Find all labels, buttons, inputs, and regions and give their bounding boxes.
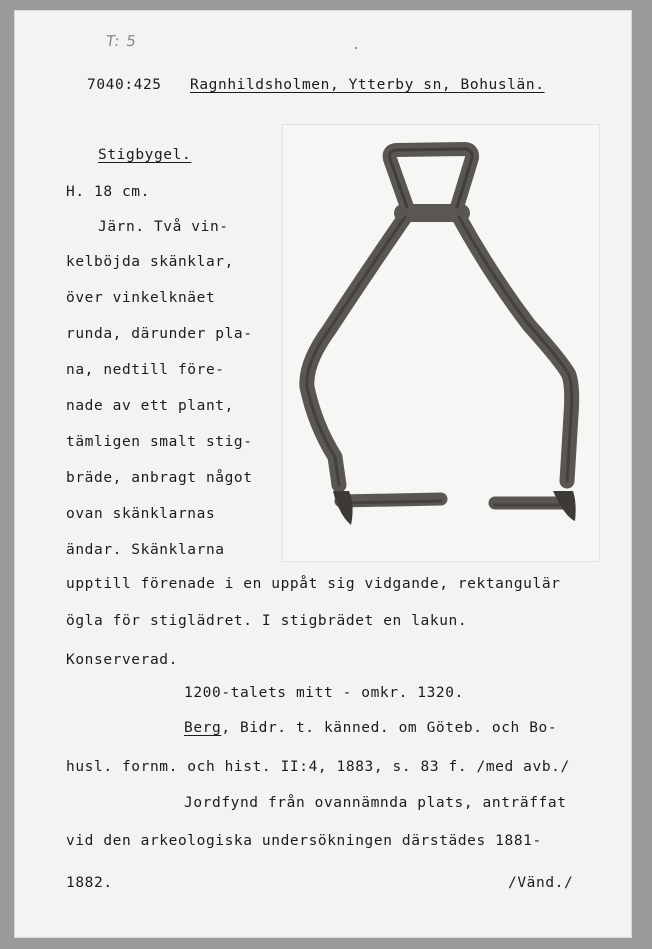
object-name: Stigbygel. (98, 147, 192, 163)
find-line: 1882. (66, 875, 113, 891)
description-line: nade av ett plant, (66, 398, 234, 414)
stirrup-photo (282, 124, 600, 562)
description-line: upptill förenade i en uppåt sig vidgande, rektangulär (66, 576, 561, 592)
object-height: H. 18 cm. (66, 184, 150, 200)
description-line: ögla för stiglädret. I stigbrädet en lakun. (66, 613, 468, 629)
turn-over-note: /Vänd./ (508, 875, 574, 891)
description-line: kelböjda skänklar, (66, 254, 234, 270)
reference-line-2: husl. fornm. och hist. II:4, 1883, s. 83 f. /med avb./ (66, 759, 570, 775)
stirrup-illustration (283, 125, 599, 561)
find-location: Ragnhildsholmen, Ytterby sn, Bohuslän. (190, 77, 545, 93)
pencil-mark: T: 5 (104, 32, 139, 50)
reference-author: Berg (184, 720, 222, 736)
description-line: ändar. Skänklarna (66, 542, 225, 558)
find-line: vid den arkeologiska undersökningen därstädes 1881- (66, 833, 542, 849)
conservation-note: Konserverad. (66, 652, 178, 668)
catalog-card (14, 10, 632, 938)
description-line: över vinkelknäet (66, 290, 216, 306)
description-line: na, nedtill före- (66, 362, 225, 378)
description-line: runda, därunder pla- (66, 326, 253, 342)
reference-line (184, 721, 557, 736)
description-line: Järn. Två vin- (98, 219, 229, 235)
catalog-number: 7040:425 (87, 77, 162, 93)
dating: 1200-talets mitt - omkr. 1320. (184, 685, 464, 701)
find-line: Jordfynd från ovannämnda plats, anträffat (184, 795, 567, 811)
description-line: bräde, anbragt något (66, 470, 253, 486)
speck (355, 47, 357, 49)
reference-rest: , Bidr. t. känned. om Göteb. och Bo- (221, 720, 558, 736)
description-line: ovan skänklarnas (66, 506, 216, 522)
description-line: tämligen smalt stig- (66, 434, 253, 450)
